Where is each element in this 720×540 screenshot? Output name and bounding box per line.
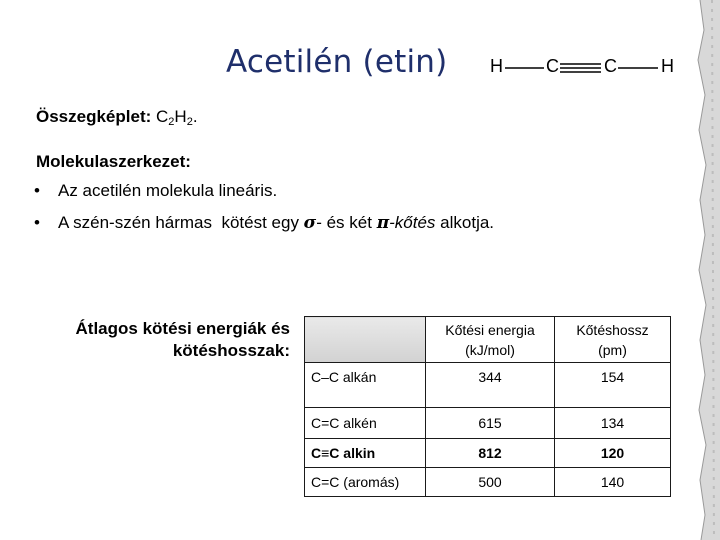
header-energy — [426, 317, 555, 363]
header-energy-line-2: (kJ/mol) — [465, 341, 515, 358]
table-row — [305, 408, 671, 439]
atom-c-left: C — [546, 56, 559, 76]
avg-label-line-1: Átlagos kötési energiák és — [75, 319, 290, 338]
formula-c: C — [156, 107, 169, 126]
atom-c-right: C — [604, 56, 617, 76]
table-header-row — [305, 317, 671, 363]
cell-bond: C=C (aromás) — [305, 468, 426, 497]
cell-energy: 344 — [426, 363, 555, 408]
formula-h: H — [174, 107, 187, 126]
cell-bond: C–C alkán — [305, 363, 426, 408]
cell-length: 140 — [555, 468, 671, 497]
bullet-item — [34, 180, 494, 212]
bond-data-table — [304, 316, 671, 497]
bullet-dot-icon: • — [34, 213, 40, 232]
header-length — [555, 317, 671, 363]
cell-energy: 615 — [426, 408, 555, 439]
pi-symbol: π — [376, 213, 390, 233]
acetylene-structural-formula — [490, 56, 680, 80]
bullet-item — [34, 212, 494, 244]
header-energy-line-1: Kőtési energia — [445, 321, 535, 338]
slide-title: Acetilén (etin) — [226, 44, 448, 80]
formula-end: . — [192, 107, 198, 126]
cell-energy: 500 — [426, 468, 555, 497]
cell-length: 134 — [555, 408, 671, 439]
bullet-text-linear: Az acetilén molekula lineáris. — [58, 181, 278, 200]
bond-lines — [490, 56, 680, 80]
cell-bond: C≡C alkin — [305, 439, 426, 468]
header-length-line-2: (pm) — [598, 341, 627, 358]
avg-label-line-2: kötéshosszak: — [172, 341, 290, 360]
table-header-blank — [305, 317, 426, 363]
table-row — [305, 439, 671, 468]
cell-bond: C=C alkén — [305, 408, 426, 439]
average-bond-label — [36, 318, 290, 362]
bullet-text-italic: -kőtés — [389, 213, 436, 232]
formula-c-sub: 2 — [168, 116, 175, 128]
table-row — [305, 363, 671, 408]
formula-label: Összegképlet: — [36, 107, 152, 126]
header-length-line-1: Kőtéshossz — [576, 321, 649, 338]
cell-energy: 812 — [426, 439, 555, 468]
atom-h-right: H — [661, 56, 674, 76]
cell-length: 120 — [555, 439, 671, 468]
sigma-symbol: σ — [303, 213, 317, 233]
atom-h-left: H — [490, 56, 503, 76]
cell-length: 154 — [555, 363, 671, 408]
structure-bullet-list — [34, 180, 494, 244]
structure-heading: Molekulaszerkezet: — [36, 152, 191, 171]
torn-paper-edge — [678, 0, 720, 540]
bullet-text-mid: - és két — [316, 213, 377, 232]
molecular-formula — [36, 107, 198, 128]
table-row — [305, 468, 671, 497]
formula-h-sub: 2 — [186, 116, 193, 128]
bullet-dot-icon: • — [34, 181, 40, 200]
bullet-text-pre: A szén-szén hármas kötést egy — [58, 213, 304, 232]
bullet-text-end: alkotja. — [435, 213, 495, 232]
